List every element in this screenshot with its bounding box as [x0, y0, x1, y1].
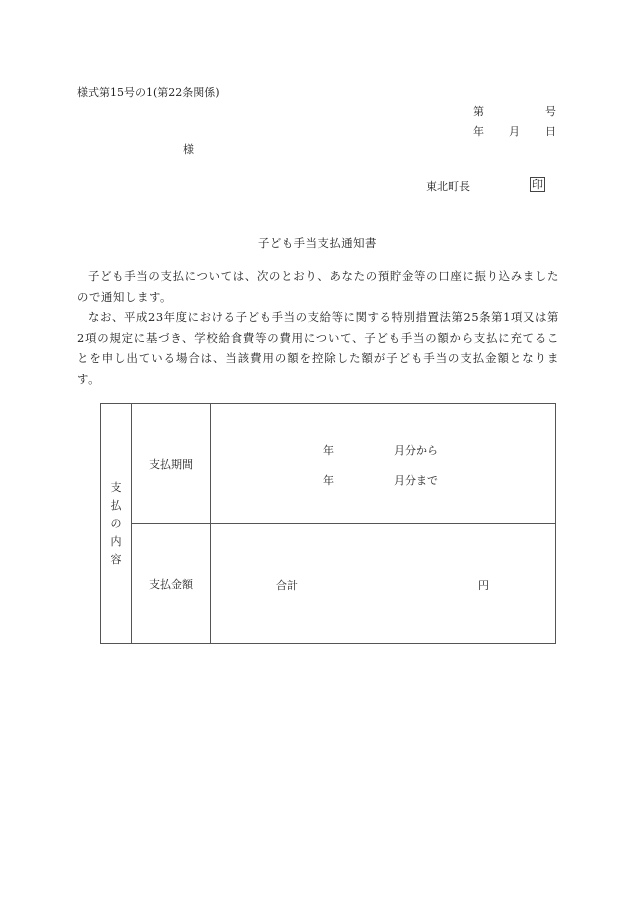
period-start-year: 年: [323, 444, 334, 457]
payment-amount-label: 支払金額: [132, 524, 211, 644]
body-paragraph-2: なお、平成23年度における子ども手当の支給等に関する特別措置法第25条第1項又は第2項の規定に基づき、学校給食費等の費用について、子ども手当の額から支払に充てることを申し出ている場合は、当該費用の額を控除した額が子ども手当の支払金額となります。: [77, 310, 559, 386]
body-text: [77, 266, 559, 389]
doc-number-suffix: 号: [545, 105, 556, 118]
section-label-char: 内: [110, 534, 122, 548]
date-day: 日: [545, 125, 556, 138]
section-label-char: 容: [110, 552, 122, 566]
payment-details-table: [100, 403, 556, 644]
form-number: 様式第15号の1(第22条関係): [77, 86, 220, 99]
document-title: 子ども手当支払通知書: [258, 236, 377, 250]
date-year: 年: [473, 125, 484, 138]
payment-period-label: 支払期間: [132, 404, 211, 524]
addressee-suffix: 様: [183, 143, 194, 156]
section-label-char: 支: [110, 480, 122, 494]
seal-mark: [530, 177, 545, 192]
section-label-char: の: [110, 516, 122, 530]
total-label: 合計: [276, 579, 298, 592]
currency-unit: 円: [478, 579, 489, 592]
section-label-char: 払: [110, 498, 122, 512]
date-month: 月: [509, 125, 520, 138]
period-end-year: 年: [323, 474, 334, 487]
seal-icon: 印: [532, 178, 543, 191]
period-start-month: 月分から: [394, 444, 438, 457]
body-paragraph-1: 子ども手当の支払については、次のとおり、あなたの預貯金等の口座に振り込みましたので通知します。: [77, 269, 559, 304]
payment-period-field[interactable]: [211, 404, 556, 524]
payment-amount-field[interactable]: [211, 524, 556, 644]
issuer-name: 東北町長: [426, 180, 470, 193]
doc-number-prefix: 第: [473, 105, 484, 118]
period-end-month: 月分まで: [394, 474, 438, 487]
section-label-payment-contents: [101, 404, 132, 644]
